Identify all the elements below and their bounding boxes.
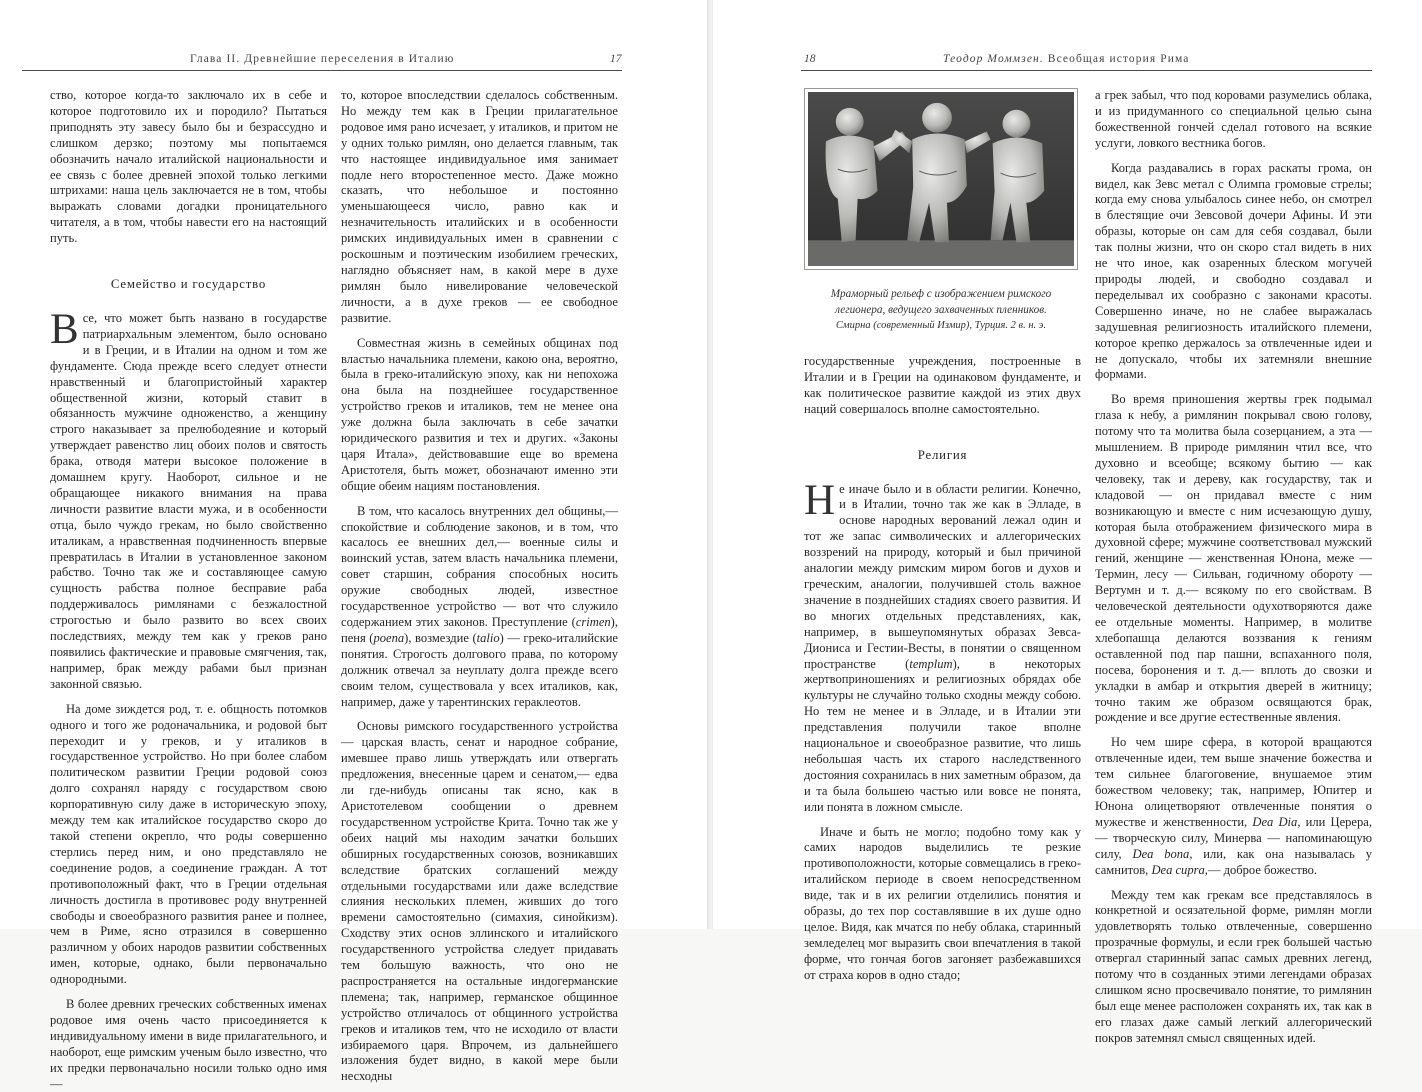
- section-heading: Религия: [917, 447, 968, 462]
- page-number-right: 18: [804, 53, 816, 65]
- right-page: [713, 0, 1422, 1045]
- running-head-right: Теодор Моммзен. Всеобщая история Рима: [943, 53, 1190, 65]
- header-rule-right: [801, 70, 1372, 71]
- paragraph: Основы римского государственного устройства — царская власть, сенат и народное собрание, имевшее право лишь утверждать или отвергать предложения, внесенные царем и сенатом,— едва ли где-нибудь описаны так ясно, как в Аристотелевом сообщении о древнем государственном устройстве Крита. Точно так же у обеих наций мы находим зачатки больших обширных государственных союзов, возникавших вследствие братских соглашений между отдельными государствами или даже вследствие слияния нескольких племен, живших до того времени самостоятельно (симахия, синойкизм). Сходству этих основ эллинского и италийского государственного устройства следует придавать тем большую важность, что оно не распространяется на остальные индогерманские племена; так, например, германское общинное устройство отличалось от общинного устройства греков и италиков тем, что не исходило от власти избираемого царя. Впрочем, из дальнейшего изложения будет видно, в какой мере были несходны: [341, 719, 618, 1084]
- paragraph: Не иначе было и в области религии. Конечно, и в Италии, точно так же как в Элладе, в основе народных верований лежал один и тот же запас символических и аллегорических воззрений на природу, который и был причиной аналогии между римским миром богов и духов и греческим, аналогии, получившей столь важное значение в позднейших стадиях своего развития. И во многих отдельных представлениях, как, например, в вышеупомянутых образах Зевса-Диониса и Гестии-Весты, в понятии о священном пространстве (templum), в некоторых жертвоприношениях и религиозных обрядах обе культуры не случайно только сходны между собою. Но тем не менее и в Элладе, и в Италии эти представления получили такое вполне национальное и своеобразное развитие, что лишь небольшая часть их старого наследственного достояния сохранилась в них заметным образом, да и та была большею частью или вовсе не понята, или понята в ложном смысле.: [804, 476, 1082, 814]
- paragraph: Во время приношения жертвы грек подымал глаза к небу, а римлянин покрывал свою голову, потому что та молитва была созерцанием, а эта — мышлением. В природе римлянин чтил все, что духовно и всеобще; всякому бытию — как человеку, так и дереву, как государству, так и кладовой — он придавал вместе с ним возникающую и вместе с ним исчезающую душу, которая была отображением физического мира в духовной сфере; мужчине соответствовал мужский гений, женщине — женственная Юнона, меже — Термин, лесу — Сильван, годичному обороту — Вертумн и т. д.— всякому по его свойствам. В человеческой деятельности одухотворяются даже ее отдельные моменты. Например, в молитве хлебопашца делаются воззвания к гениям оставленной под пар пашни, вспаханного поля, посева, боронения и т. д.— вплоть до свозки и укладки в амбар и открытия дверей в житницу; точно таким же образом освящаются брак, рождение и все другие естественные явления.: [1095, 392, 1372, 725]
- paragraph: Но чем шире сфера, в которой вращаются отвлеченные идеи, тем выше значение божества и тем сильнее благоговение, внушаемое этим божеством человеку; так, например, Юпитер и Юнона олицетворяют отвлеченные понятия о мужестве и женственности, Dea Dia, или Церера,— творческую силу, Минерва — напоминающую силу, Dea bona, или, как она называлась у самнитов, Dea cupra,— доброе божество.: [1095, 735, 1372, 877]
- paragraph: то, которое впоследствии сделалось собственным. Но между тем как в Греции прилагательное родовое имя рано исчезает, у италиков, и притом не у одних только римлян, оно делается главным, так что настоящее индивидуальное имя занимает подле него второстепенное место. Даже можно сказать, что небольшое и постоянно уменьшающееся число, равно как и незначительность италийских и в особенности римских индивидуальных имен в сравнении с роскошным и поэтическим изобилием греческих, наглядно объясняет нам, в какой мере в духе римлян было нивелирование человеческой личности, а в духе греков — ее свободное развитие.: [341, 88, 618, 325]
- right-column-1: [804, 354, 1082, 982]
- header-rule-left: [22, 70, 622, 71]
- paragraph: Между тем как грекам все представлялось в конкретной и осязательной форме, римлян могли удовлетворять только отвлеченные, совершенно прозрачные формулы, и если грек большей частью отвергал старинный запас самых древних легенд, потому что в созданных этими легендами образах слишком ясно просвечивало понятие, то римлянин был еще менее расположен сохранять их, так как в его глазах даже самый легкий аллегорический покров затемнял смысл священных идей.: [1095, 887, 1372, 1045]
- left-page: [0, 0, 709, 1091]
- paragraph: В том, что касалось внутренних дел общины,— спокойствие и соблюдение законов, и в том, что касалось ее внешних дел,— военные силы и воинский устав, затем власть начальника племени, совет старшин, собрания способных носить оружие свободных людей, известное государственное устройство — вот что служило содержанием этих законов. Преступление (crimen), пеня (poena), возмездие (talio) — греко-италийские понятия. Строгость долгового права, по которому должник отвечал за неуплату долга прежде всего своим телом, существовала у всех италиков, как, например, даже у тарентинских гераклеотов.: [341, 503, 618, 709]
- paragraph: ство, которое когда-то заключало их в себе и которое подготовило их и породило? Пытаться приподнять эту завесу было бы и безрассудно и слишком дерзко; поэтому мы попытаемся обозначить начало италийской национальности и ее связь с более древней эпохой только легкими штрихами: наша цель заключается не в том, чтобы выражать словами догадки проницательного читателя, а в том, чтобы навести его на настоящий путь.: [50, 88, 327, 246]
- paragraph: государственные учреждения, построенные в Италии и в Греции на одинаковом фундаменте, и как политическое развитие каждой из этих двух наций совершалось вполне самостоятельно.: [804, 354, 1081, 416]
- drop-cap: Н: [804, 476, 836, 524]
- marble-relief-image: [808, 92, 1074, 266]
- paragraph: Все, что может быть названо в государстве патриархальным элементом, было основано и в Греции, и в Италии на одном и том же фундаменте. Сюда прежде всего следует отнести нравственный и благопристойный характер общественной жизни, который ставит в обязанность мужчине одноженство, а женщину строго наказывает за прелюбодеяние и который утверждает равенство лиц обоих полов и святость брака, отводя матери высокое положение в домашнем кругу. Наоборот, сильное и не обращающее никакого внимания на права личности развитие власти мужа, и в особенности отца, было чуждо грекам, но было свойственно италикам, а нравственная подчиненность впервые превратилась в Италии в установленное законом рабство. Точно так же и составляющее самую сущность рабства полное бесправие раба поддерживалось римлянами с безжалостной строгостью и было развито во всех своих последствиях, между тем как у греков рано появились фактические и правовые смягчения, так, например, брак между рабами был признан законной связью.: [50, 305, 327, 691]
- paragraph: Совместная жизнь в семейных общинах под властью начальника племени, какою она, вероятно, была в греко-италийскую эпоху, как ни непохожа она была на позднейшее государственное устройство греков и италиков, тем не менее она уже должна была заключать в себе зачатки юридического развития и тех и других. «Законы царя Итала», действовавшие еще во времена Аристотеля, быть может, обозначают именно эти общие обеим нациям постановления.: [341, 335, 618, 493]
- paragraph: На доме зиждется род, т. е. общность потомков одного и того же родоначальника, и родовой быт переходит и у греков, и у италиков в государственное устройство. Но при более слабом политическом развитии Греции родовой союз долго сохранял наряду с государством свою корпоративную силу даже в историческую эпоху, между тем как италийское государство скоро до такой степени окрепло, что роды совершенно стерлись перед ним, и оно представляло не соединение родов, а соединение граждан. А тот противоположный факт, что в Греции отдельная личность достигла в противовес роду внутренней свободы и своеобразного развития ранее и полнее, чем в Риме, ясно отразился в совершенно различном у обоих народов развитии собственных имен, которые, однако, были первоначально однородными.: [50, 701, 327, 987]
- relief-photo: [804, 88, 1078, 270]
- section-heading: Семейство и государство: [110, 277, 267, 292]
- drop-cap: В: [50, 305, 79, 353]
- figure-caption: Мраморный рельеф с изображением римского легионера, ведущего захваченных пленников. Смирна (современный Измир), Турция. 2 в. н. э.: [830, 288, 1052, 331]
- paragraph: Когда раздавались в горах раскаты грома, он видел, как Зевс метал с Олимпа громовые стрелы; когда ему снова улыбалось синее небо, он смотрел в блестящие очи Зевсовой дочери Афины. И эти образы, которые он сам для себя создавал, были так полны жизни, что он скоро стал видеть в них не что иное, как озаренных блеском могучей природы людей, и свободно создавал и переделывал их сообразно с законами красоты. Совершенно иначе, но не слабее выражалась задушевная религиозность италийского племени, которое крепко держалось за отвлеченные идеи и не допускало, чтобы их затемняли внешние формами.: [1095, 160, 1372, 382]
- running-head-left: Глава II. Древнейшие переселения в Италию: [190, 53, 455, 65]
- page-number-left: 17: [610, 53, 622, 65]
- paragraph: Иначе и быть не могло; подобно тому как у самих народов выделились те резкие противоположности, которые совмещались в греко-италийском периоде в своем непосредственном виде, так и в их религии отделились понятия и образы, до тех пор составлявшие в их душе одно целое. Видя, как мчатся по небу облака, старинный земледелец мог выразить свои впечатления в такой форме, что гончая богов загоняет разбежавшихся от страха коров в одно стадо;: [804, 824, 1081, 982]
- left-column-1: [50, 88, 327, 1091]
- right-column-2: [1095, 88, 1372, 1045]
- paragraph: В более древних греческих собственных именах родовое имя очень часто присоединяется к индивидуальному имени в виде прилагательного, и наоборот, еще римским ученым было известно, что их предки первоначально носили только одно имя —: [50, 997, 327, 1091]
- paragraph: а грек забыл, что под коровами разумелись облака, и из придуманного со специальной целью сына божественной гончей сделал готового на всякие услуги, ловкого вестника богов.: [1095, 88, 1372, 150]
- left-column-2: [341, 88, 618, 1084]
